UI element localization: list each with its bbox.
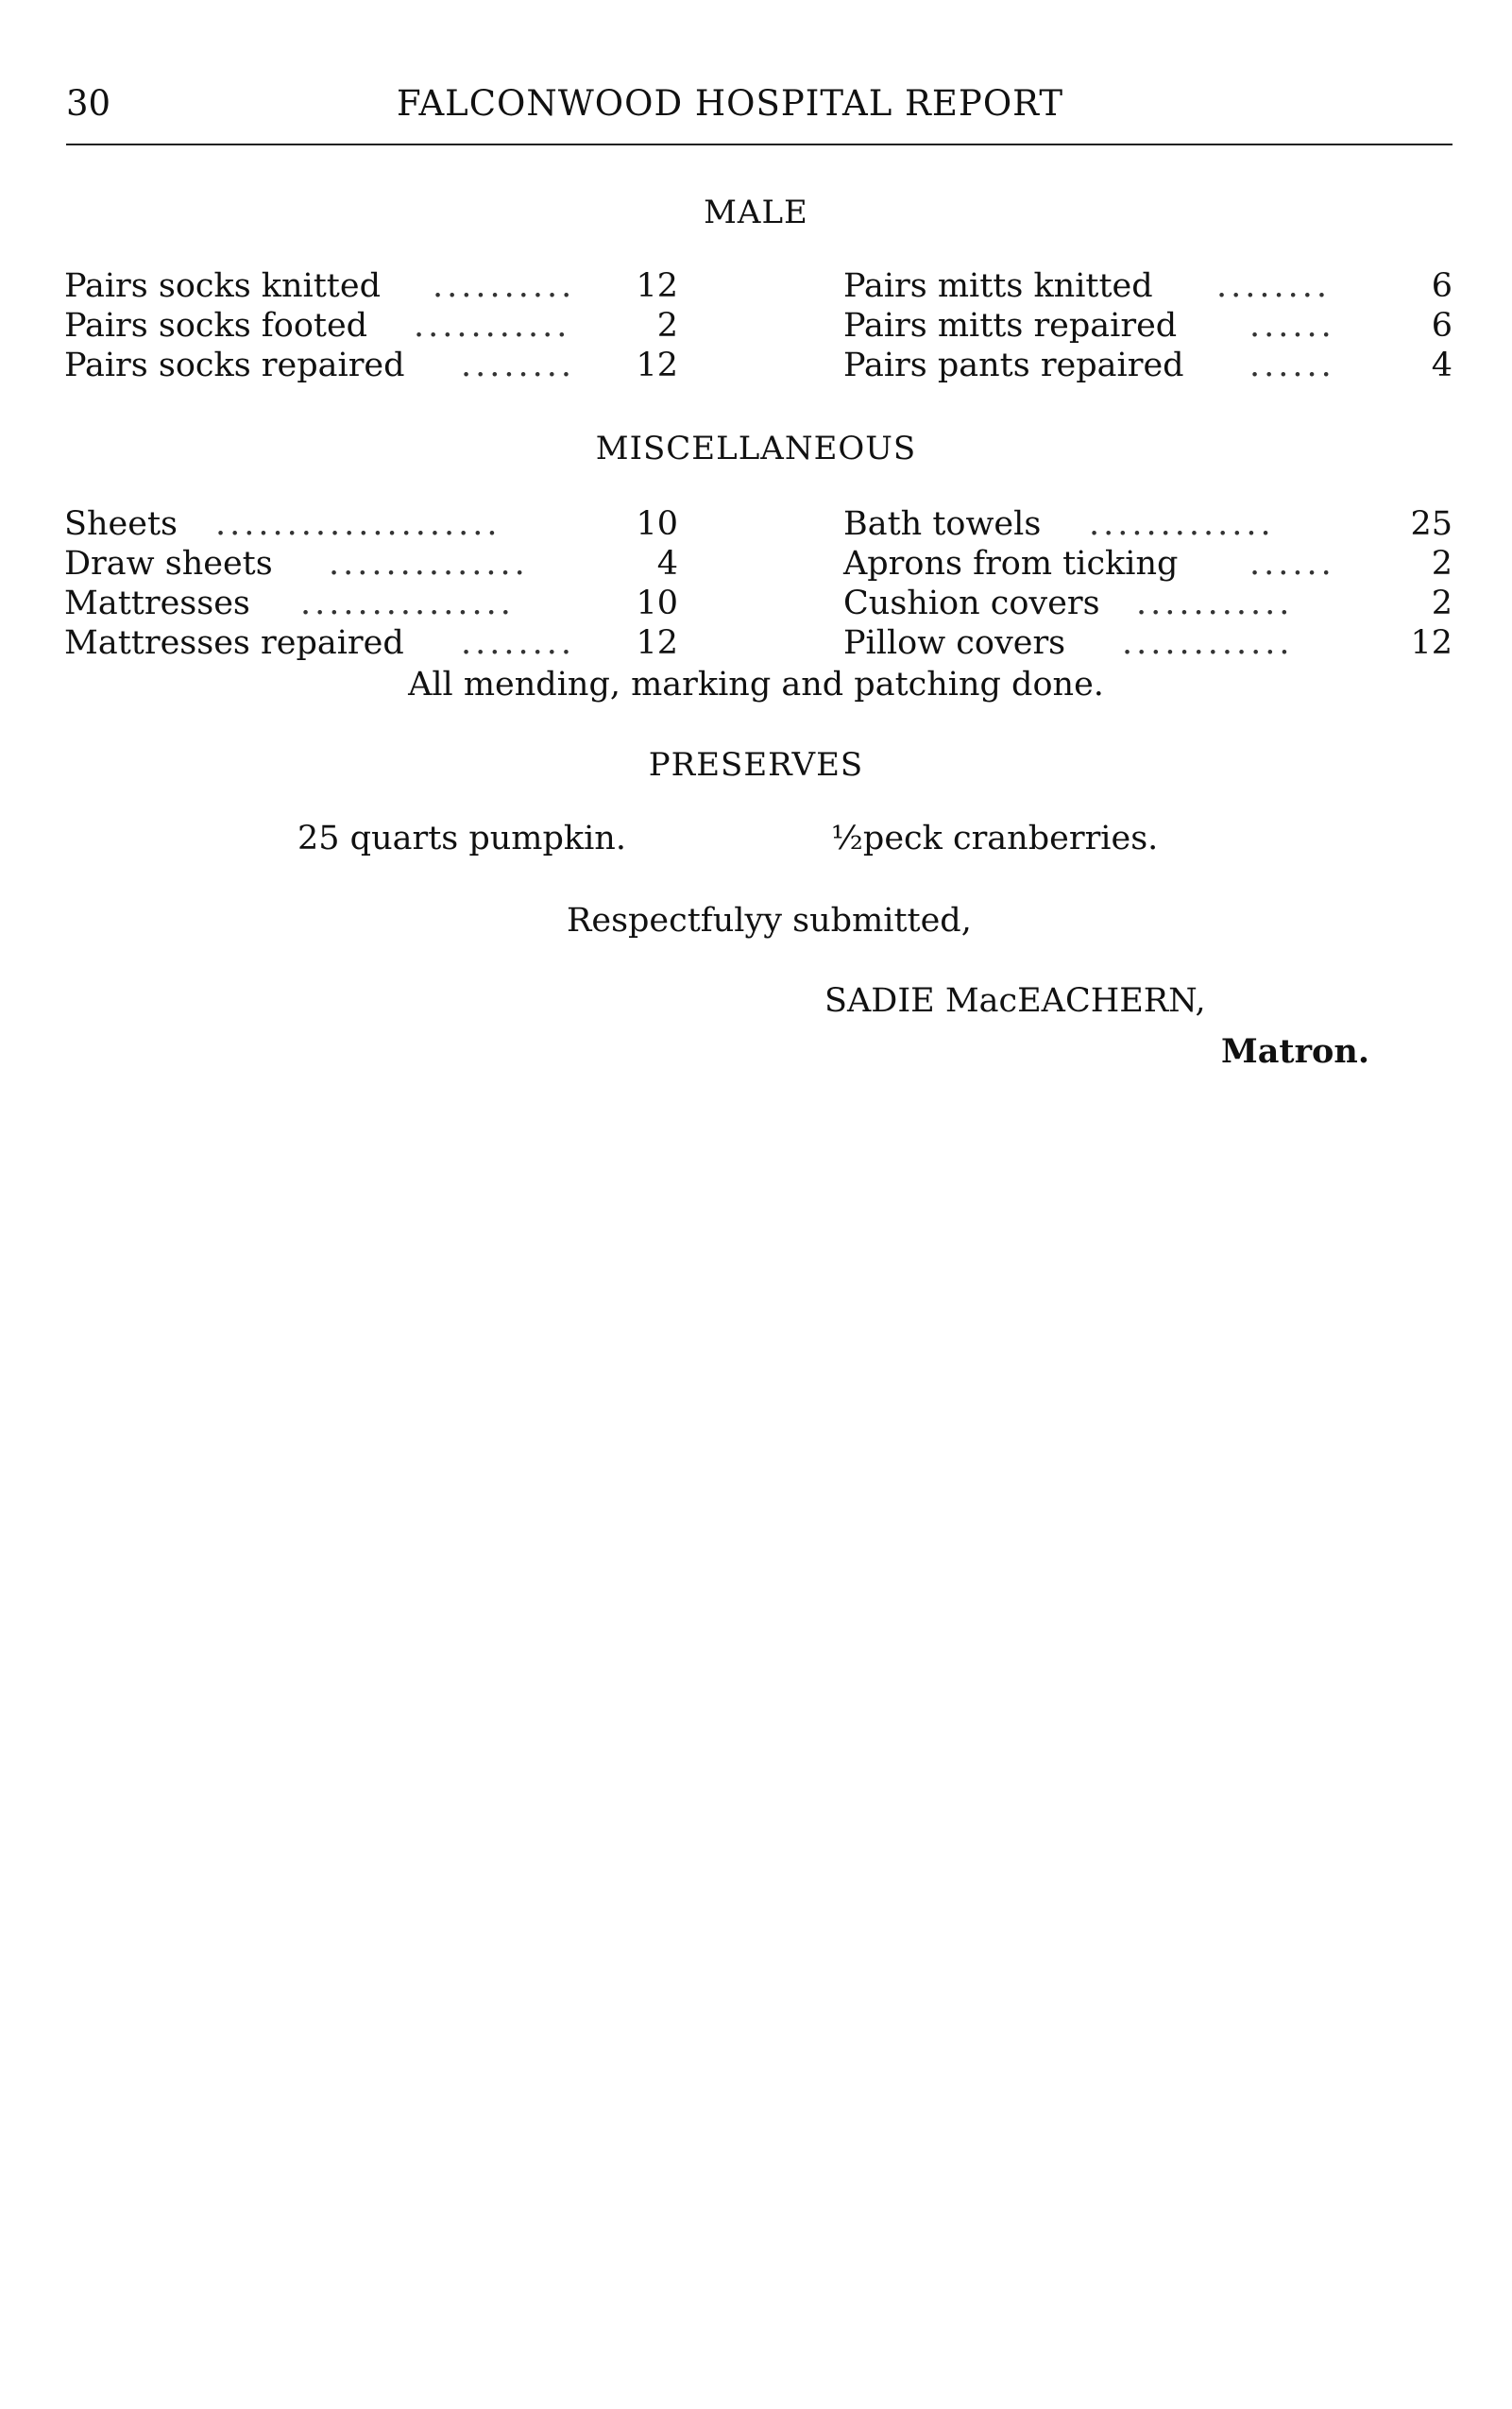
item-label: Pairs mitts knitted (843, 267, 1153, 305)
item-label: Draw sheets (64, 545, 273, 583)
preserve-item-pumpkin: 25 quarts pumpkin. (297, 820, 626, 857)
item-label: Cushion covers (843, 585, 1100, 622)
item-label: Mattresses (64, 585, 250, 622)
male-left-column (64, 266, 678, 385)
item-value: 2 (1431, 585, 1453, 622)
page-header (66, 83, 1454, 140)
list-item (64, 504, 678, 544)
item-value: 4 (1431, 347, 1453, 384)
signer-title: Matron. (1221, 1032, 1370, 1071)
item-label: Pairs socks repaired (64, 347, 405, 384)
dot-leader: ............... (300, 585, 515, 622)
list-item (843, 504, 1453, 544)
dot-leader: ...... (1249, 545, 1335, 583)
list-item (843, 306, 1453, 346)
item-value: 12 (636, 347, 678, 384)
misc-left-column (64, 504, 678, 663)
dot-leader: ........... (414, 307, 571, 345)
item-label: Bath towels (843, 505, 1042, 543)
list-item (843, 584, 1453, 623)
item-value: 6 (1431, 307, 1453, 345)
dot-leader: .......... (433, 267, 576, 305)
list-item (843, 623, 1453, 663)
item-value: 25 (1410, 505, 1453, 543)
list-item (64, 623, 678, 663)
dot-leader: .................... (215, 505, 501, 543)
list-item (64, 584, 678, 623)
mending-note: All mending, marking and patching done. (408, 666, 1104, 704)
closing-salutation: Respectfulyy submitted, (567, 902, 972, 940)
item-label: Pillow covers (843, 624, 1066, 662)
running-title: FALCONWOOD HOSPITAL REPORT (397, 83, 1064, 124)
item-label: Pairs pants repaired (843, 347, 1184, 384)
item-label: Mattresses repaired (64, 624, 404, 662)
item-value: 4 (656, 545, 678, 583)
item-label: Sheets (64, 505, 178, 543)
male-heading: MALE (704, 194, 808, 231)
dot-leader: .............. (329, 545, 529, 583)
list-item (64, 544, 678, 584)
item-value: 6 (1431, 267, 1453, 305)
item-value: 12 (1410, 624, 1453, 662)
page-number: 30 (66, 83, 111, 124)
item-value: 2 (1431, 545, 1453, 583)
item-value: 12 (636, 267, 678, 305)
item-label: Pairs socks knitted (64, 267, 381, 305)
list-item (64, 346, 678, 385)
dot-leader: ........... (1136, 585, 1294, 622)
miscellaneous-heading: MISCELLANEOUS (595, 430, 917, 467)
item-value: 10 (636, 505, 678, 543)
dot-leader: ...... (1249, 347, 1335, 384)
item-label: Pairs mitts repaired (843, 307, 1178, 345)
list-item (843, 544, 1453, 584)
dot-leader: ...... (1249, 307, 1335, 345)
item-value: 2 (656, 307, 678, 345)
item-label: Aprons from ticking (843, 545, 1179, 583)
list-item (64, 306, 678, 346)
list-item (843, 266, 1453, 306)
preserve-item-cranberries: ½peck cranberries. (831, 820, 1159, 857)
misc-right-column (843, 504, 1453, 663)
list-item (64, 266, 678, 306)
header-rule (66, 144, 1453, 145)
preserves-heading: PRESERVES (648, 746, 864, 784)
male-right-column (843, 266, 1453, 385)
list-item (843, 346, 1453, 385)
signer-name: SADIE MacEACHERN, (824, 982, 1206, 1020)
dot-leader: ........ (1216, 267, 1332, 305)
dot-leader: ........ (461, 347, 576, 384)
item-value: 10 (636, 585, 678, 622)
dot-leader: ........ (461, 624, 576, 662)
item-label: Pairs socks footed (64, 307, 368, 345)
item-value: 12 (636, 624, 678, 662)
dot-leader: ............ (1122, 624, 1294, 662)
dot-leader: ............. (1089, 505, 1275, 543)
